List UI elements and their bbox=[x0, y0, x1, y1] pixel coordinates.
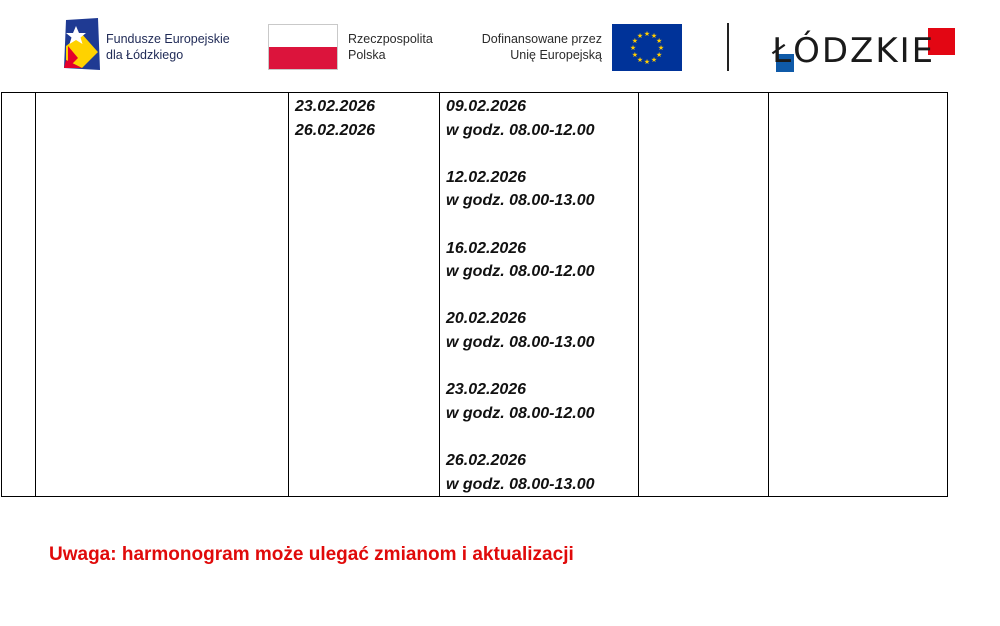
session-time: w godz. 08.00-13.00 bbox=[446, 333, 595, 351]
eu-star: ★ bbox=[629, 44, 637, 52]
eu-star: ★ bbox=[655, 37, 663, 45]
eu-star: ★ bbox=[636, 56, 644, 65]
session-date: 12.02.2026 bbox=[446, 168, 527, 186]
eu-cofinanced-text bbox=[440, 31, 602, 63]
session-item bbox=[446, 237, 638, 284]
rzeczpospolita-polska-text bbox=[348, 31, 433, 63]
date-item: 23.02.2026 bbox=[295, 98, 376, 115]
session-date: 16.02.2026 bbox=[446, 239, 527, 257]
table-cell-sessions bbox=[440, 93, 639, 497]
fundusze-europejskie-logo-icon bbox=[62, 16, 102, 72]
eu-star: ★ bbox=[643, 30, 651, 38]
lodzkie-wordmark: ŁÓDZKIE bbox=[772, 31, 936, 71]
session-time: w godz. 08.00-13.00 bbox=[446, 475, 595, 493]
table-cell-dates bbox=[289, 93, 440, 497]
schedule-change-note: Uwaga: harmonogram może ulegać zmianom i aktualizacji bbox=[49, 544, 574, 565]
eu-star: ★ bbox=[650, 31, 658, 40]
logo-bar bbox=[0, 0, 1000, 90]
session-item bbox=[446, 449, 638, 496]
pl-line2: Polska bbox=[348, 48, 386, 62]
session-date: 26.02.2026 bbox=[446, 451, 527, 469]
fe-line1: Fundusze Europejskie bbox=[106, 32, 230, 46]
session-time: w godz. 08.00-12.00 bbox=[446, 404, 595, 422]
table-cell-empty-2 bbox=[769, 93, 948, 497]
eu-line1: Dofinansowane przez bbox=[481, 32, 602, 46]
table-cell-empty-1 bbox=[639, 93, 769, 497]
eu-star: ★ bbox=[631, 37, 639, 45]
pl-line1: Rzeczpospolita bbox=[348, 32, 433, 46]
session-date: 09.02.2026 bbox=[446, 98, 527, 115]
table-row bbox=[2, 93, 948, 497]
polish-flag-icon bbox=[268, 24, 338, 70]
session-item bbox=[446, 307, 638, 354]
session-date: 23.02.2026 bbox=[446, 381, 527, 399]
schedule-table bbox=[1, 92, 948, 497]
eu-star: ★ bbox=[650, 56, 658, 65]
fundusze-europejskie-text bbox=[106, 31, 230, 63]
fe-line2: dla Łódzkiego bbox=[106, 48, 184, 62]
eu-flag-icon bbox=[612, 24, 682, 71]
eu-star: ★ bbox=[655, 51, 663, 59]
table-cell-description bbox=[36, 93, 289, 497]
eu-star: ★ bbox=[631, 51, 639, 59]
session-item bbox=[446, 166, 638, 213]
eu-star: ★ bbox=[636, 31, 644, 40]
eu-line2: Unię Europejską bbox=[510, 48, 602, 62]
session-time: w godz. 08.00-12.00 bbox=[446, 263, 595, 281]
eu-star: ★ bbox=[657, 44, 665, 52]
eu-star: ★ bbox=[643, 58, 651, 66]
logo-divider bbox=[727, 23, 729, 71]
session-date: 20.02.2026 bbox=[446, 310, 527, 328]
session-time: w godz. 08.00-13.00 bbox=[446, 192, 595, 210]
session-item bbox=[446, 378, 638, 425]
lodzkie-logo bbox=[772, 24, 962, 74]
date-item: 26.02.2026 bbox=[295, 121, 376, 139]
session-time: w godz. 08.00-12.00 bbox=[446, 121, 595, 139]
table-cell-lp bbox=[2, 93, 36, 497]
session-item bbox=[446, 95, 638, 142]
